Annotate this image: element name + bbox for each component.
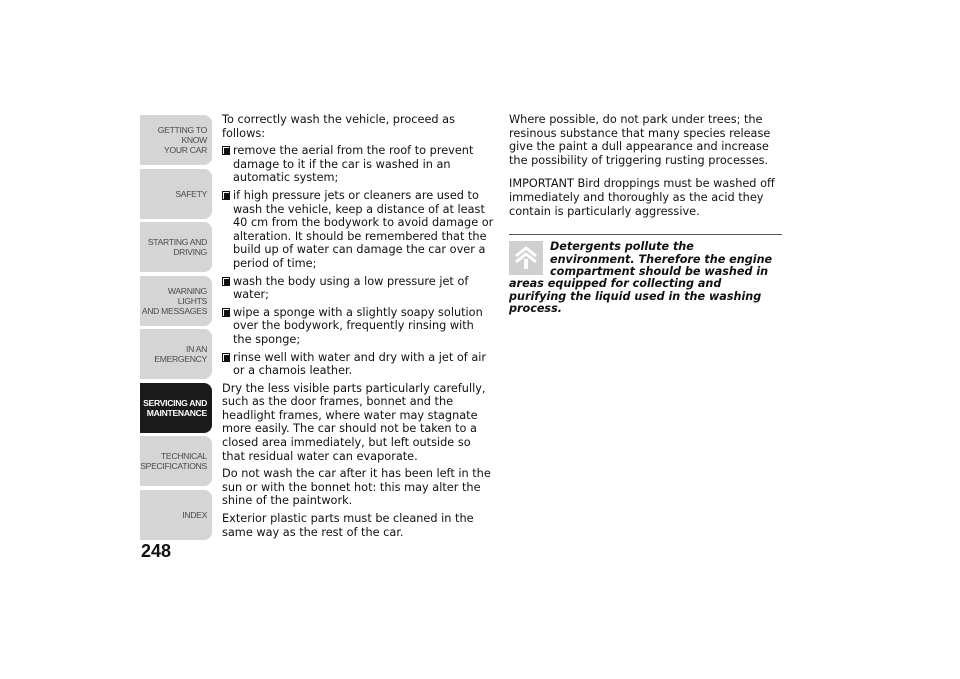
bullet-square-icon [222, 353, 230, 362]
intro-text: To correctly wash the vehicle, proceed as follows: [222, 113, 455, 140]
page-number: 248 [141, 541, 172, 561]
important-paragraph: IMPORTANT Bird droppings must be washed off immediately and thoroughly as the acid they contain is particularly aggressive. [509, 177, 775, 218]
body-paragraph: Exterior plastic parts must be cleaned in the same way as the rest of the car. [222, 512, 474, 539]
tab-in-an-emergency[interactable]: IN AN EMERGENCY [140, 329, 212, 379]
body-paragraph: Do not wash the car after it has been left in the sun or with the bonnet hot: this may alter the shine of the paintwork. [222, 467, 491, 508]
tab-warning-lights-and-messages[interactable]: WARNING LIGHTS AND MESSAGES [140, 276, 212, 326]
body-paragraph: Where possible, do not park under trees; the resinous substance that many species release give the paint a dull appearance and increase the possibility of triggering rusting processes. [509, 113, 771, 167]
bullet-square-icon [222, 191, 230, 200]
bullet-square-icon [222, 277, 230, 286]
right-column [509, 113, 782, 316]
list-item: remove the aerial from the roof to prevent damage to it if the car is washed in an automatic system; [222, 144, 494, 185]
tab-getting-to-know-your-car[interactable]: GETTING TO KNOW YOUR CAR [140, 115, 212, 165]
list-item: rinse well with water and dry with a jet of air or a chamois leather. [222, 351, 494, 378]
left-column [222, 113, 494, 543]
tab-starting-and-driving[interactable]: STARTING AND DRIVING [140, 222, 212, 272]
environment-icon [509, 241, 543, 275]
list-item: wash the body using a low pressure jet of water; [222, 275, 494, 302]
tab-servicing-and-maintenance[interactable]: SERVICING AND MAINTENANCE [140, 383, 212, 433]
tab-index[interactable]: INDEX [140, 490, 212, 540]
environment-note [509, 234, 782, 315]
bullet-square-icon [222, 308, 230, 317]
list-item: wipe a sponge with a slightly soapy solution over the bodywork, frequently rinsing with the sponge; [222, 306, 494, 347]
note-text: Detergents pollute the environment. Therefore the engine compartment should be washed in areas equipped for collecting and purifying the liquid used in the washing process. [509, 240, 773, 316]
list-item: if high pressure jets or cleaners are used to wash the vehicle, keep a distance of at least 40 cm from the bodywork to avoid damage or alteration. It should be remembered that the build up of water can damage the car over a period of time; [222, 189, 494, 271]
chapter-sidebar [140, 115, 212, 543]
bullet-square-icon [222, 146, 230, 155]
body-paragraph: Dry the less visible parts particularly carefully, such as the door frames, bonnet and the headlight frames, where water may stagnate more easily. The car should not be taken to a closed area immediately, but left outside so that residual water can evaporate. [222, 381, 486, 463]
tab-safety[interactable]: SAFETY [140, 169, 212, 219]
tab-technical-specifications[interactable]: TECHNICAL SPECIFICATIONS [140, 436, 212, 486]
